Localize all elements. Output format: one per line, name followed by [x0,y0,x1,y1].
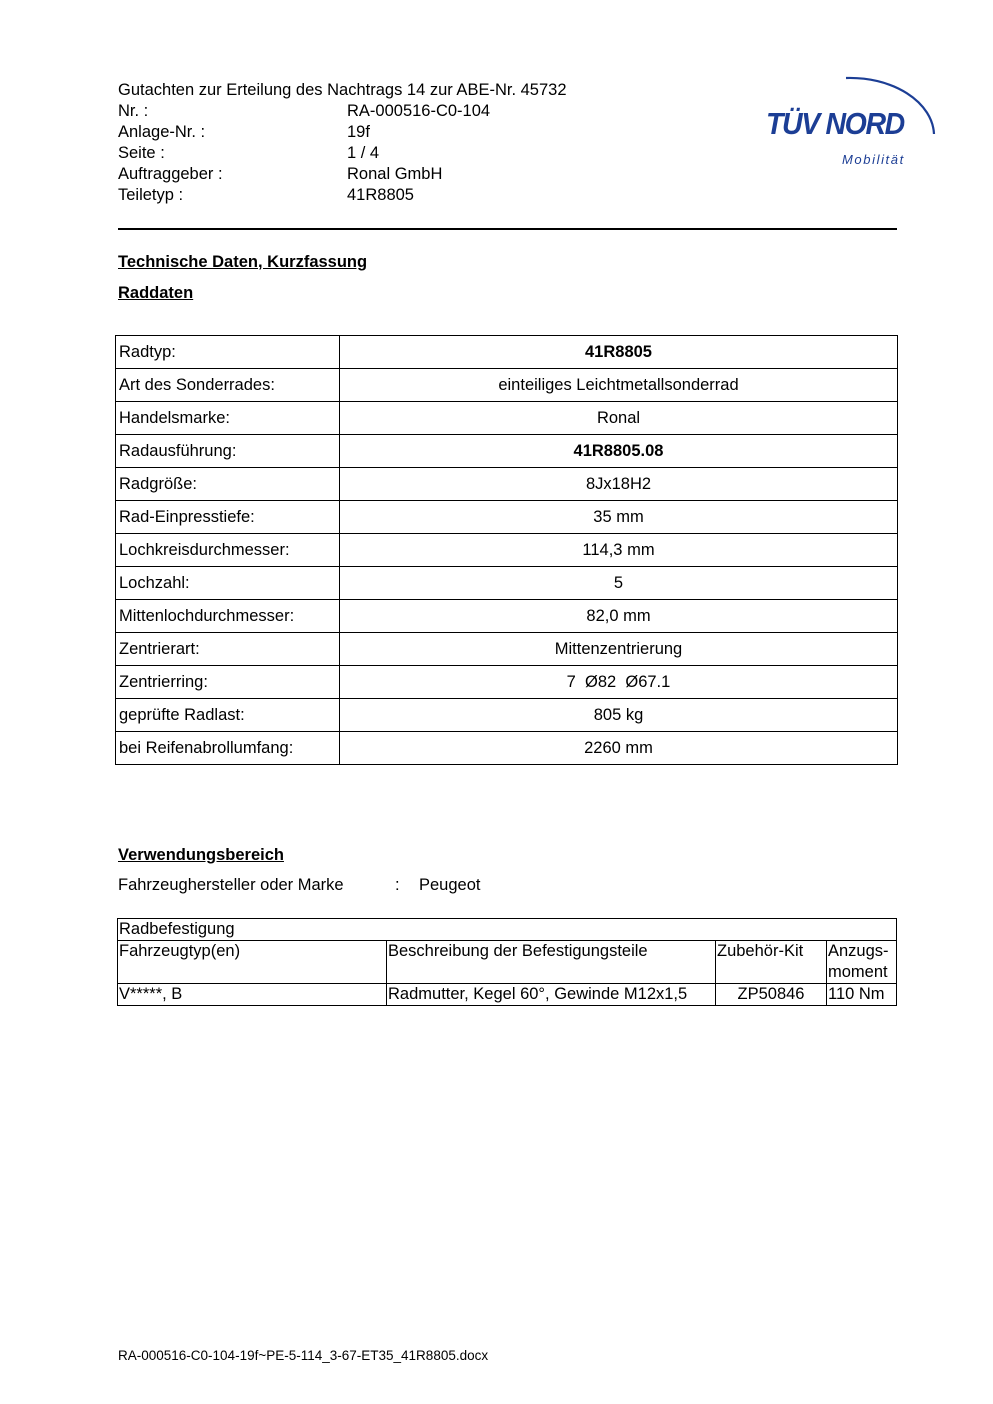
table-row [116,435,898,468]
row-label: Radgröße: [116,468,340,501]
document-footer: RA-000516-C0-104-19f~PE-5-114_3-67-ET35_41R8805.docx [118,1348,489,1363]
header-value: 1 / 4 [347,144,380,162]
table-row [116,402,898,435]
table-cell: Radmutter, Kegel 60°, Gewinde M12x1,5 [387,984,716,1006]
column-header: Zubehör-Kit [716,941,827,984]
row-value: 5 [340,567,898,600]
row-value: Ronal [340,402,898,435]
header-label: Anlage-Nr. : [118,123,206,141]
tuv-nord-logo [760,56,945,174]
document-header [118,80,678,206]
table-cell: 110 Nm [827,984,897,1006]
table-row [116,534,898,567]
row-value: 41R8805.08 [340,435,898,468]
maker-value: Peugeot [419,876,481,894]
row-label: Zentrierart: [116,633,340,666]
section-title-verwendungsbereich: Verwendungsbereich [118,846,284,864]
header-row-seite [118,143,678,164]
header-row-anlage [118,122,678,143]
mounting-table [117,918,897,1006]
row-label: Art des Sonderrades: [116,369,340,402]
row-value: 114,3 mm [340,534,898,567]
column-header: Fahrzeugtyp(en) [118,941,387,984]
header-row-auftraggeber [118,164,678,185]
header-label: Teiletyp : [118,186,184,204]
maker-separator: : [395,876,400,894]
row-label: Radausführung: [116,435,340,468]
row-label: Lochzahl: [116,567,340,600]
header-value: Ronal GmbH [347,165,443,183]
row-value: 41R8805 [340,336,898,369]
row-value: 2260 mm [340,732,898,765]
header-divider [118,228,897,230]
table-row [116,567,898,600]
column-header: Anzugs- moment [827,941,897,984]
row-label: Handelsmarke: [116,402,340,435]
row-label: Zentrierring: [116,666,340,699]
header-label: Seite : [118,144,165,162]
header-value: 19f [347,123,370,141]
row-label: Radtyp: [116,336,340,369]
row-label: geprüfte Radlast: [116,699,340,732]
logo-subtitle: Mobilität [842,152,905,167]
row-value: 805 kg [340,699,898,732]
table-row [116,600,898,633]
table-row [116,699,898,732]
header-label: Nr. : [118,102,149,120]
row-value: einteiliges Leichtmetallsonderrad [340,369,898,402]
wheel-data-table [115,335,898,765]
row-label: Rad-Einpresstiefe: [116,501,340,534]
row-value: 82,0 mm [340,600,898,633]
row-label: bei Reifenabrollumfang: [116,732,340,765]
header-row-teiletyp [118,185,678,206]
table-cell: V*****, B [118,984,387,1006]
table-row [116,732,898,765]
row-value: Mittenzentrierung [340,633,898,666]
table-row [116,468,898,501]
maker-label: Fahrzeughersteller oder Marke [118,876,344,894]
table-row [116,336,898,369]
table-cell: ZP50846 [716,984,827,1006]
row-value: 7 Ø82 Ø67.1 [340,666,898,699]
table-header-row [118,941,897,984]
table-row [116,633,898,666]
row-value: 8Jx18H2 [340,468,898,501]
table-caption-row [118,919,897,941]
row-value: 35 mm [340,501,898,534]
table-row [116,501,898,534]
header-label: Auftraggeber : [118,165,223,183]
section-title-technische-daten: Technische Daten, Kurzfassung [118,253,368,271]
table-row [116,369,898,402]
section-subtitle-raddaten: Raddaten [118,284,194,302]
table-caption: Radbefestigung [118,919,897,941]
vehicle-maker-line [118,876,481,895]
row-label: Mittenlochdurchmesser: [116,600,340,633]
document-title: Gutachten zur Erteilung des Nachtrags 14 zur ABE-Nr. 45732 [118,81,567,99]
header-value: RA-000516-C0-104 [347,102,491,120]
table-row [118,984,897,1006]
row-label: Lochkreisdurchmesser: [116,534,340,567]
table-row [116,666,898,699]
column-header: Beschreibung der Befestigungsteile [387,941,716,984]
header-row-nr [118,101,678,122]
header-value: 41R8805 [347,186,414,204]
logo-brand-text: TÜV NORD [766,106,904,141]
